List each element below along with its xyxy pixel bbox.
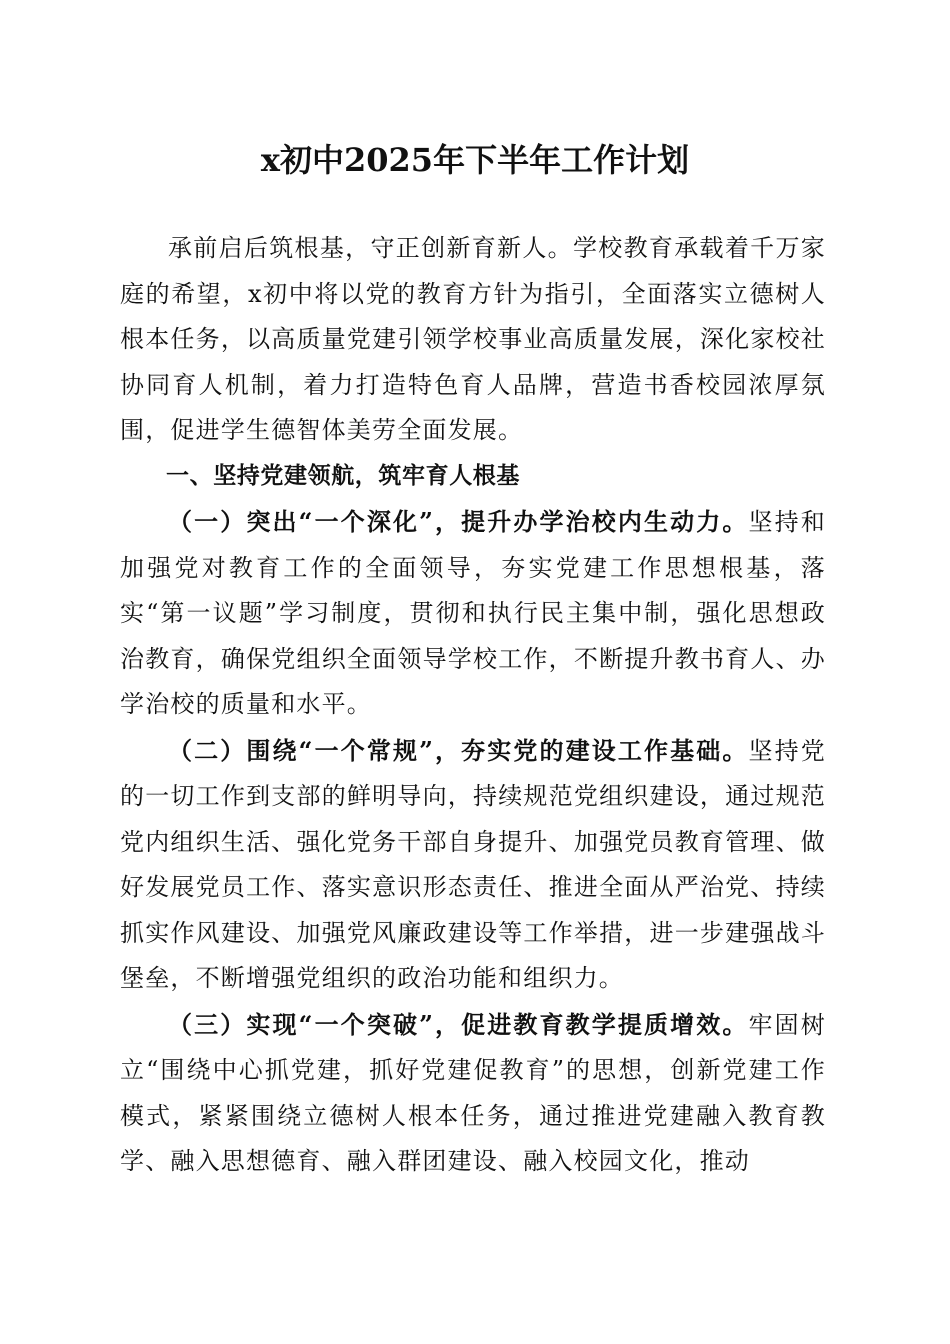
item-lead: （一）突出“一个深化”，提升办学治校内生动力。 <box>168 507 749 536</box>
intro-paragraph: 承前启后筑根基，守正创新育新人。学校教育承载着千万家庭的希望，x初中将以党的教育方针为指引，全面落实立德树人根本任务，以高质量党建引领学校事业高质量发展，深化家校社协同育人机制，着力打造特色育人品牌，营造书香校园浓厚氛围，促进学生德智体美劳全面发展。 <box>120 234 826 444</box>
item-text: 坚持党的一切工作到支部的鲜明导向，持续规范党组织建设，通过规范党内组织生活、强化党务干部自身提升、加强党员教育管理、做好发展党员工作、落实意识形态责任、推进全面从严治党、持续抓实作风建设、加强党风廉政建设等工作举措，进一步建强战斗堡垒，不断增强党组织的政治功能和组织力。 <box>120 736 826 992</box>
section-heading: 一、坚持党建领航，筑牢育人根基 <box>166 462 520 489</box>
item-text: 坚持和加强党对教育工作的全面领导，夯实党建工作思想根基，落实“第一议题”学习制度，贯彻和执行民主集中制，强化思想政治教育，确保党组织全面领导学校工作，不断提升教书育人、办学治校的质量和水平。 <box>120 508 826 718</box>
item-lead: （三）实现“一个突破”，促进教育教学提质增效。 <box>168 1009 749 1039</box>
section-item-paragraph <box>120 1002 826 1185</box>
document-title: x初中2025年下半年工作计划 <box>260 141 690 179</box>
document-body <box>120 226 826 1185</box>
item-lead: （二）围绕“一个常规”，夯实党的建设工作基础。 <box>168 735 749 765</box>
item-text: 牢固树立“围绕中心抓党建，抓好党建促教育”的思想，创新党建工作模式，紧紧围绕立德树人根本任务，通过推进党建融入教育教学、融入思想德育、融入群团建设、融入校园文化，推动 <box>120 1010 826 1175</box>
section-item-paragraph <box>120 499 826 728</box>
section-item-paragraph <box>120 728 826 1002</box>
